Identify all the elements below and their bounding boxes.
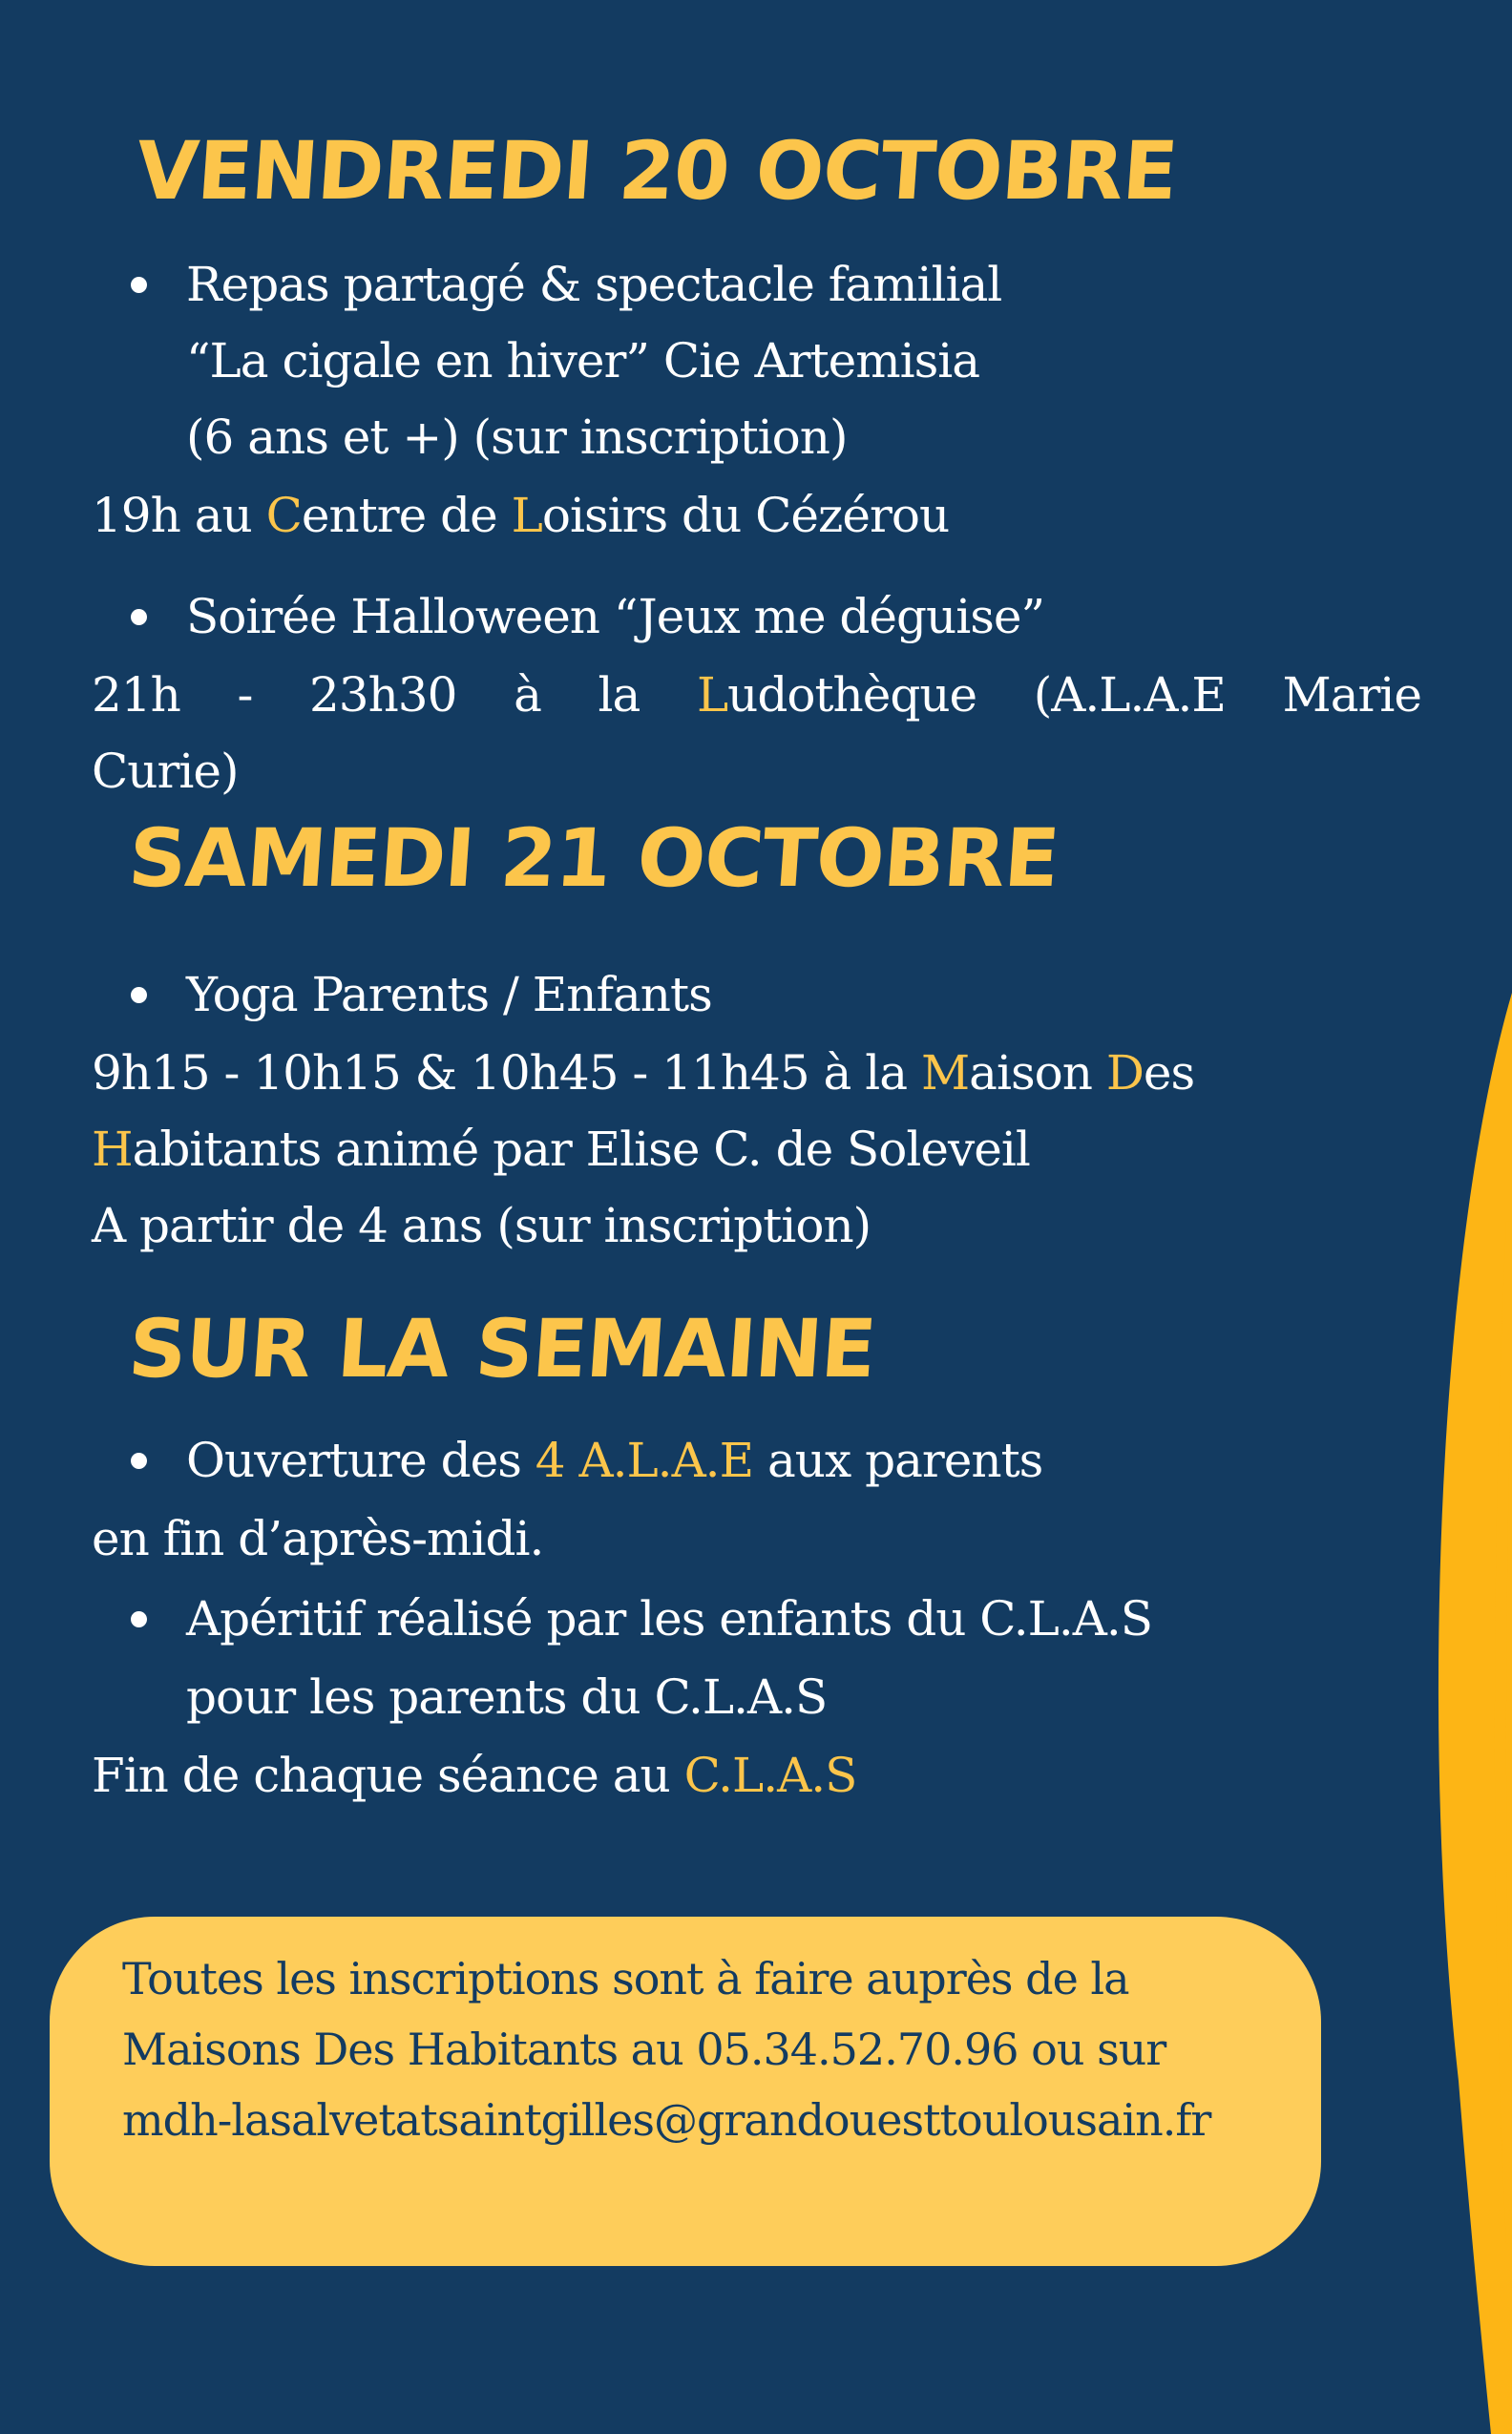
- week-item2-place: Fin de chaque séance au C.L.A.S: [92, 1748, 857, 1803]
- saturday-item1: Yoga Parents / Enfants: [186, 956, 712, 1033]
- friday-item2: Soirée Halloween “Jeux me déguise”: [186, 578, 1044, 655]
- week-item2-line1: Apéritif réalisé par les enfants du C.L.A.S: [186, 1581, 1152, 1657]
- week-item1-cont: en fin d’après-midi.: [92, 1511, 544, 1566]
- saturday-item1-line2: Habitants animé par Elise C. de Soleveil: [92, 1122, 1030, 1177]
- saturday-item1-line3: A partir de 4 ans (sur inscription): [92, 1198, 872, 1253]
- info-line-2: Maisons Des Habitants au 05.34.52.70.96 ou sur: [122, 2024, 1166, 2075]
- saturday-item1-line1: 9h15 - 10h15 & 10h45 - 11h45 à la Maison Des: [92, 1045, 1195, 1101]
- friday-item1-line2: “La cigale en hiver” Cie Artemisia: [186, 333, 980, 388]
- week-item1: Ouverture des 4 A.L.A.E aux parents: [186, 1422, 1042, 1499]
- friday-item2-place: 21h - 23h30 à la Ludothèque (A.L.A.E Marie: [92, 667, 1421, 723]
- friday-item1-line1: Repas partagé & spectacle familial: [186, 246, 1001, 323]
- info-line-1: Toutes les inscriptions sont à faire auprès de la: [122, 1953, 1129, 2004]
- heading-friday: VENDREDI 20 OCTOBRE: [133, 124, 1181, 218]
- friday-item2-place-end: Curie): [92, 744, 239, 799]
- info-email[interactable]: mdh-lasalvetatsaintgilles@grandouesttoulousain.fr: [122, 2094, 1211, 2146]
- heading-saturday: SAMEDI 21 OCTOBRE: [125, 811, 1062, 905]
- info-box: [50, 1917, 1321, 2266]
- friday-item1-line3: (6 ans et +) (sur inscription): [186, 409, 848, 465]
- heading-week: SUR LA SEMAINE: [125, 1302, 879, 1395]
- week-item2-line2: pour les parents du C.L.A.S: [186, 1669, 828, 1725]
- friday-item1-place: 19h au Centre de Loisirs du Cézérou: [92, 488, 950, 543]
